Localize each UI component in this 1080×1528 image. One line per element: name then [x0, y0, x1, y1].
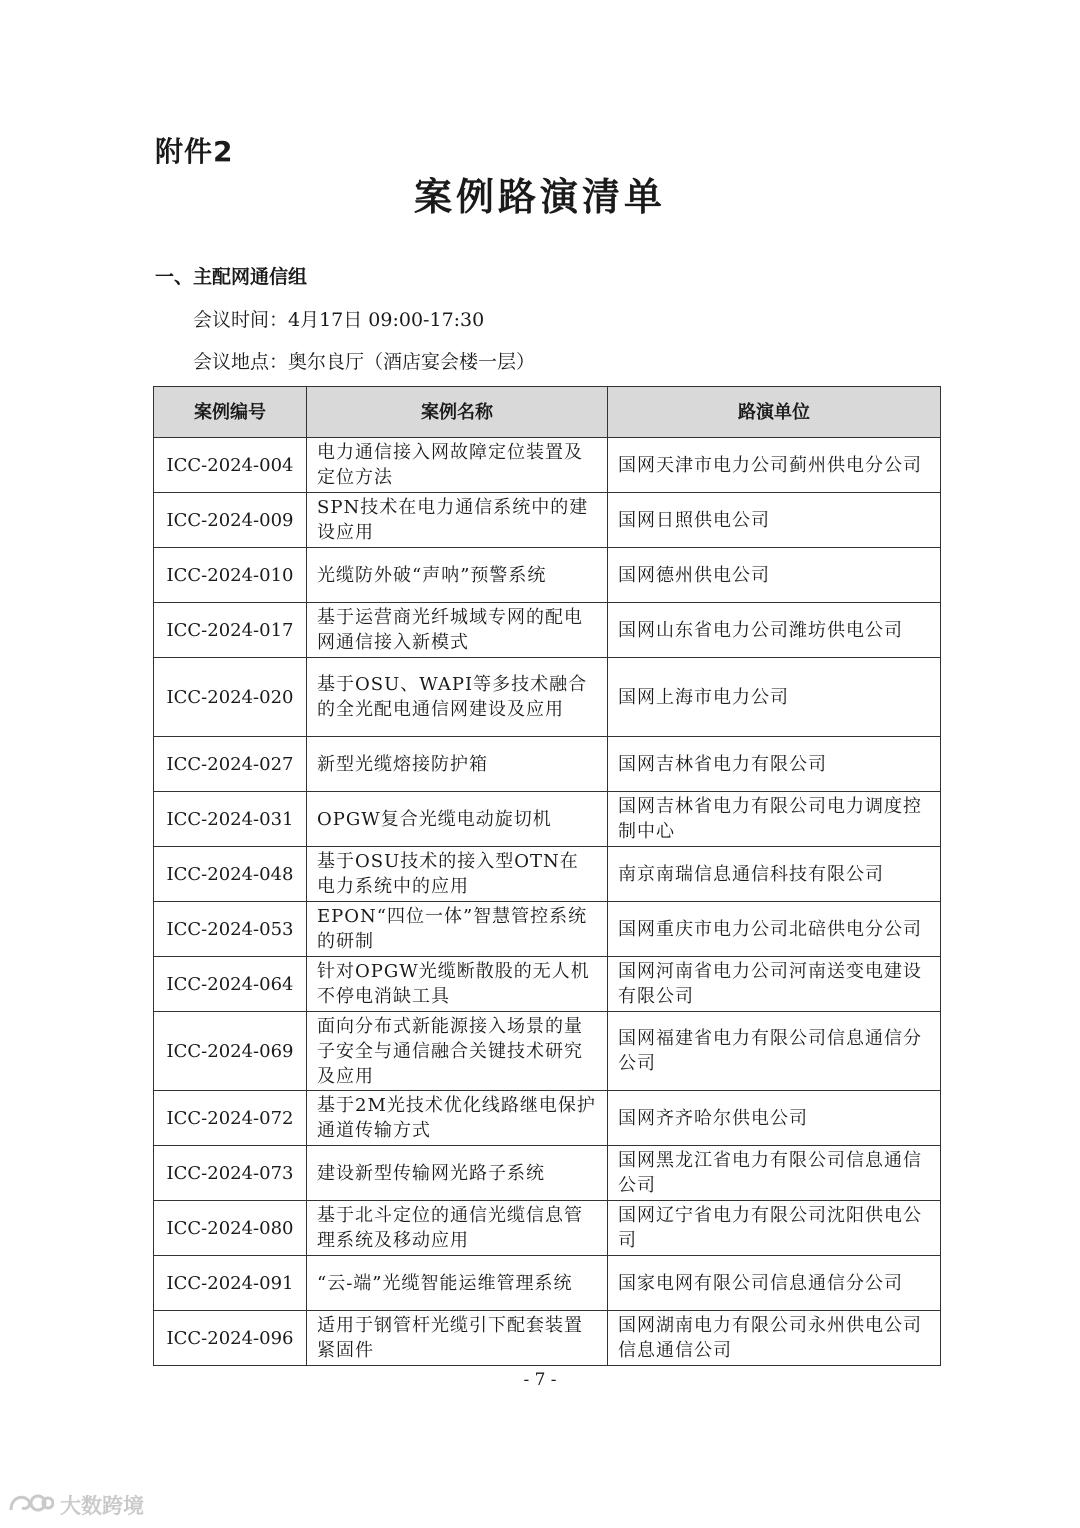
table-row	[154, 1146, 941, 1201]
case-id-cell: ICC-2024-073	[154, 1146, 307, 1201]
case-id-cell: ICC-2024-048	[154, 847, 307, 902]
attachment-label: 附件2	[155, 135, 234, 168]
table-row	[154, 792, 941, 847]
case-name-cell: 基于运营商光纤城域专网的配电网通信接入新模式	[307, 603, 608, 658]
presenting-unit-cell: 国网辽宁省电力有限公司沈阳供电公司	[608, 1201, 941, 1256]
table-row	[154, 603, 941, 658]
watermark-text: 大数跨境	[60, 1494, 144, 1518]
table-row	[154, 1091, 941, 1146]
case-name-cell: 面向分布式新能源接入场景的量子安全与通信融合关键技术研究及应用	[307, 1012, 608, 1091]
case-name-cell: SPN技术在电力通信系统中的建设应用	[307, 493, 608, 548]
table-row	[154, 1256, 941, 1311]
header-case-id: 案例编号	[154, 387, 307, 438]
watermark-logo-icon	[8, 1492, 54, 1519]
case-id-cell: ICC-2024-080	[154, 1201, 307, 1256]
case-name-cell: 光缆防外破“声呐”预警系统	[307, 548, 608, 603]
presenting-unit-cell: 国家电网有限公司信息通信分公司	[608, 1256, 941, 1311]
case-name-cell: 基于2M光技术优化线路继电保护通道传输方式	[307, 1091, 608, 1146]
case-id-cell: ICC-2024-091	[154, 1256, 307, 1311]
case-id-cell: ICC-2024-031	[154, 792, 307, 847]
presenting-unit-cell: 国网山东省电力公司潍坊供电公司	[608, 603, 941, 658]
section-heading: 一、主配网通信组	[155, 266, 308, 288]
table-row	[154, 847, 941, 902]
table-row	[154, 493, 941, 548]
table-row	[154, 1201, 941, 1256]
case-name-cell: 建设新型传输网光路子系统	[307, 1146, 608, 1201]
presenting-unit-cell: 国网湖南电力有限公司永州供电公司信息通信公司	[608, 1311, 941, 1366]
case-id-cell: ICC-2024-053	[154, 902, 307, 957]
presenting-unit-cell: 国网吉林省电力有限公司	[608, 737, 941, 792]
case-id-cell: ICC-2024-027	[154, 737, 307, 792]
case-name-cell: 针对OPGW光缆断散股的无人机不停电消缺工具	[307, 957, 608, 1012]
table-row	[154, 658, 941, 737]
presenting-unit-cell: 国网河南省电力公司河南送变电建设有限公司	[608, 957, 941, 1012]
presenting-unit-cell: 国网日照供电公司	[608, 493, 941, 548]
table-header-row	[154, 387, 941, 438]
presenting-unit-cell: 国网天津市电力公司蓟州供电分公司	[608, 438, 941, 493]
case-name-cell: 基于OSU技术的接入型OTN在电力系统中的应用	[307, 847, 608, 902]
table-row	[154, 737, 941, 792]
case-id-cell: ICC-2024-004	[154, 438, 307, 493]
case-id-cell: ICC-2024-009	[154, 493, 307, 548]
case-id-cell: ICC-2024-096	[154, 1311, 307, 1366]
presenting-unit-cell: 国网上海市电力公司	[608, 658, 941, 737]
case-id-cell: ICC-2024-020	[154, 658, 307, 737]
table-row	[154, 957, 941, 1012]
watermark	[8, 1490, 144, 1520]
header-case-name: 案例名称	[307, 387, 608, 438]
case-name-cell: “云-端”光缆智能运维管理系统	[307, 1256, 608, 1311]
presenting-unit-cell: 国网齐齐哈尔供电公司	[608, 1091, 941, 1146]
table-row	[154, 1311, 941, 1366]
presenting-unit-cell: 国网德州供电公司	[608, 548, 941, 603]
presenting-unit-cell: 国网吉林省电力有限公司电力调度控制中心	[608, 792, 941, 847]
case-id-cell: ICC-2024-069	[154, 1012, 307, 1091]
meeting-place: 会议地点：奥尔良厅（酒店宴会楼一层）	[193, 351, 536, 373]
case-name-cell: OPGW复合光缆电动旋切机	[307, 792, 608, 847]
table-row	[154, 548, 941, 603]
case-name-cell: 电力通信接入网故障定位装置及定位方法	[307, 438, 608, 493]
table-row	[154, 902, 941, 957]
case-id-cell: ICC-2024-072	[154, 1091, 307, 1146]
case-id-cell: ICC-2024-010	[154, 548, 307, 603]
table-body	[154, 438, 941, 1366]
presenting-unit-cell: 国网黑龙江省电力有限公司信息通信公司	[608, 1146, 941, 1201]
case-name-cell: EPON“四位一体”智慧管控系统的研制	[307, 902, 608, 957]
presenting-unit-cell: 南京南瑞信息通信科技有限公司	[608, 847, 941, 902]
case-name-cell: 新型光缆熔接防护箱	[307, 737, 608, 792]
header-presenting-unit: 路演单位	[608, 387, 941, 438]
presenting-unit-cell: 国网重庆市电力公司北碚供电分公司	[608, 902, 941, 957]
page-number: - 7 -	[523, 1370, 557, 1390]
table-row	[154, 1012, 941, 1091]
case-id-cell: ICC-2024-064	[154, 957, 307, 1012]
page-title: 案例路演清单	[413, 174, 666, 219]
case-id-cell: ICC-2024-017	[154, 603, 307, 658]
presenting-unit-cell: 国网福建省电力有限公司信息通信分公司	[608, 1012, 941, 1091]
table-row	[154, 438, 941, 493]
case-name-cell: 适用于钢管杆光缆引下配套装置紧固件	[307, 1311, 608, 1366]
case-name-cell: 基于北斗定位的通信光缆信息管理系统及移动应用	[307, 1201, 608, 1256]
case-name-cell: 基于OSU、WAPI等多技术融合的全光配电通信网建设及应用	[307, 658, 608, 737]
meeting-time: 会议时间：4月17日 09:00-17:30	[193, 309, 485, 331]
case-table	[153, 386, 941, 1366]
